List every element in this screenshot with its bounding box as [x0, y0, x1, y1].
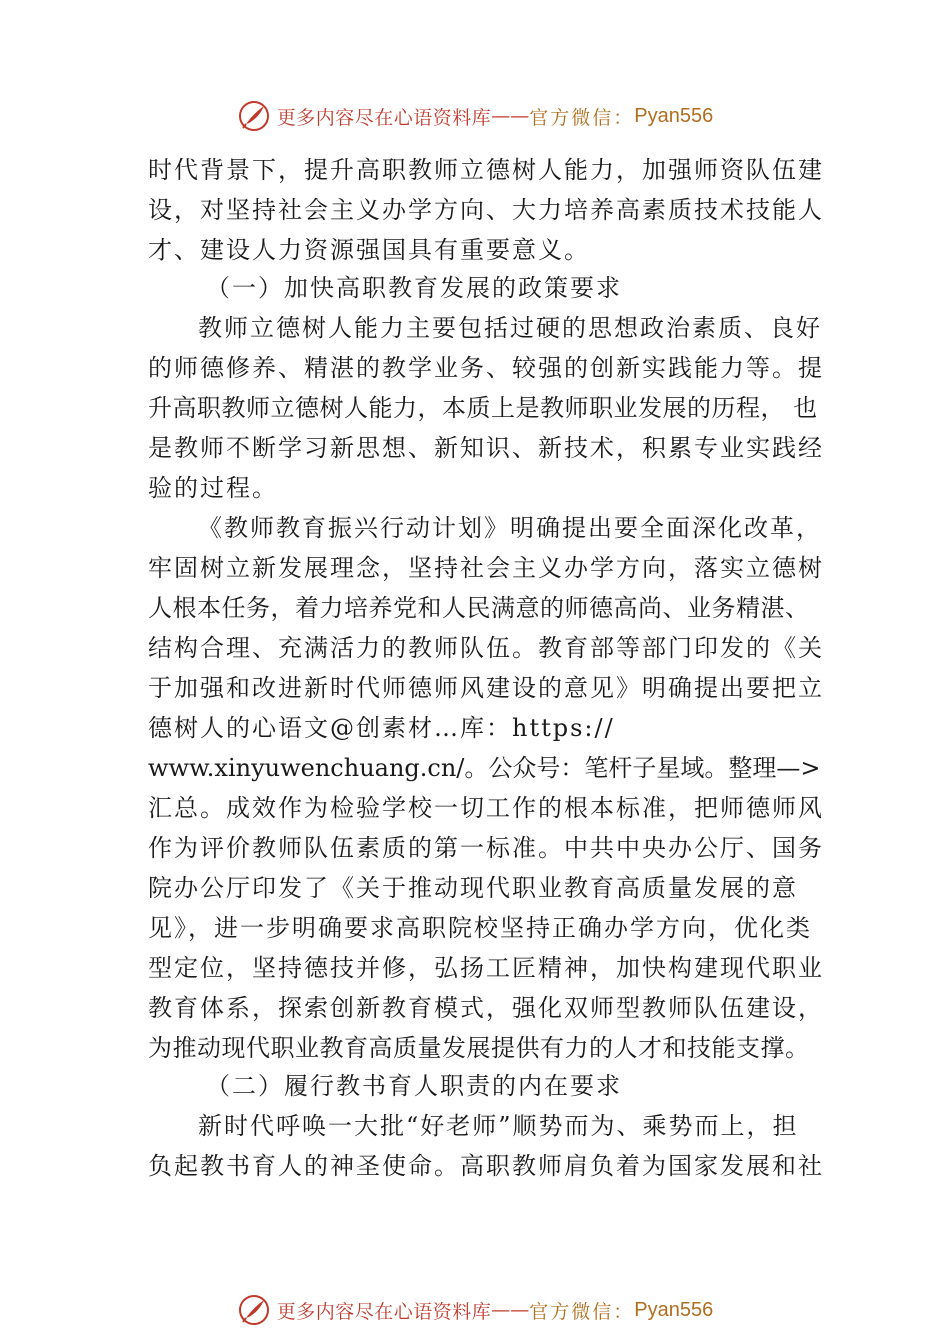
wechat-id: Pyan556: [634, 104, 714, 127]
text-line: 作为评价教师队伍素质的第一标准。中共中央办公厅、国务: [148, 834, 824, 862]
text-line: 人根本任务，着力培养党和人民满意的师德高尚、业务精湛、: [148, 594, 810, 622]
footer-banner: [0, 1290, 950, 1330]
wechat-id: Pyan556: [634, 1298, 714, 1321]
banner-dash: ——: [491, 1299, 530, 1321]
text-line: 新时代呼唤一大批“好老师”顺势而为、乘势而上，担: [198, 1112, 799, 1140]
header-banner: [0, 96, 950, 136]
text-line: 院办公厅印发了《关于推动现代职业教育高质量发展的意: [148, 874, 798, 902]
text-line: 教师立德树人能力主要包括过硬的思想政治素质、良好: [198, 314, 822, 342]
text-line: 见》，进一步明确要求高职院校坚持正确办学方向，优化类: [148, 914, 812, 942]
text-line: 《教师教育振兴行动计划》明确提出要全面深化改革，: [198, 514, 822, 542]
section-heading-1: （一）加快高职教育发展的政策要求: [206, 274, 622, 302]
site-name: 更多内容尽在心语资料库: [276, 1300, 492, 1323]
text-line: www.xinyuwenchuang.cn/。公众号：笔杆子星域。整理—>: [148, 754, 821, 782]
text-line: 才、建设人力资源强国具有重要意义。: [148, 236, 590, 264]
text-line: 是教师不断学习新思想、新知识、新技术，积累专业实践经: [148, 434, 824, 462]
text-line: 验的过程。: [148, 474, 278, 502]
text-line: 为推动现代职业教育高质量发展提供有力的人才和技能支撑。: [148, 1034, 810, 1062]
quill-logo-icon: [237, 1293, 271, 1327]
text-line: 于加强和改进新时代师德师风建设的意见》明确提出要把立: [148, 674, 824, 702]
text-line: 型定位，坚持德技并修，弘扬工匠精神，加快构建现代职业: [148, 954, 824, 982]
banner-dash: ——: [491, 105, 530, 127]
wechat-label: 官方微信：: [529, 1300, 635, 1323]
text-line: 设，对坚持社会主义办学方向、大力培养高素质技术技能人: [148, 196, 824, 224]
text-line: 结构合理、充满活力的教师队伍。教育部等部门印发的《关: [148, 634, 824, 662]
section-heading-2: （二）履行教书育人职责的内在要求: [206, 1072, 622, 1100]
text-line: 负起教书育人的神圣使命。高职教师肩负着为国家发展和社: [148, 1152, 824, 1180]
text-line: 升高职教师立德树人能力，本质上是教师职业发展的历程， 也: [148, 394, 818, 422]
wechat-label: 官方微信：: [529, 106, 635, 129]
site-name: 更多内容尽在心语资料库: [276, 106, 492, 129]
text-line: 时代背景下，提升高职教师立德树人能力，加强师资队伍建: [148, 156, 824, 184]
text-line: 汇总。成效作为检验学校一切工作的根本标准，把师德师风: [148, 794, 824, 822]
text-line: 教育体系，探索创新教育模式，强化双师型教师队伍建设，: [148, 994, 824, 1022]
quill-logo-icon: [237, 99, 271, 133]
text-line: 牢固树立新发展理念，坚持社会主义办学方向，落实立德树: [148, 554, 824, 582]
text-line: 德树人的心语文@创素材…库：https://: [148, 714, 615, 742]
text-line: 的师德修养、精湛的教学业务、较强的创新实践能力等。提: [148, 354, 824, 382]
